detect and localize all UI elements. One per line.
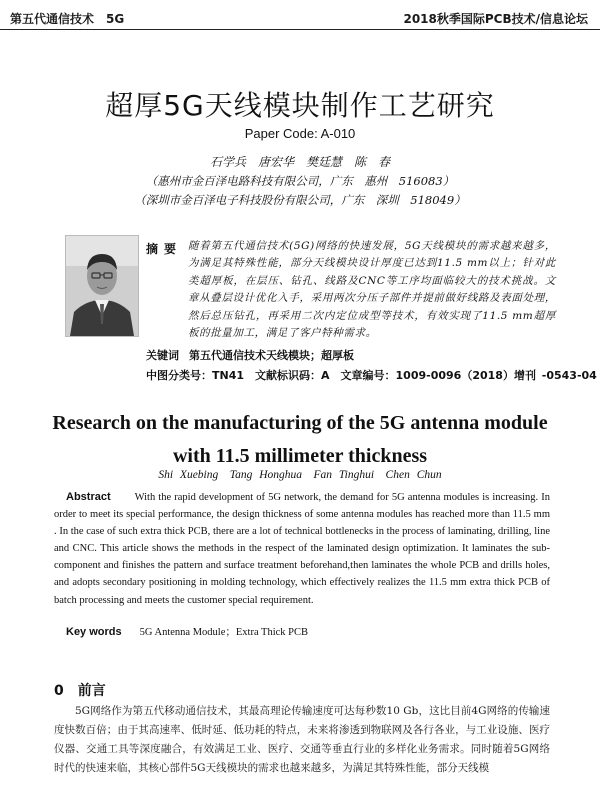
abstract-en-text: With the rapid development of 5G network, the demand for 5G antenna modules is increasing. In order to meet its special performance, the design thickness of some antenna modules has reached more than 11.5 mm . In the case of such extra thick PCB, there are a lot of technical bottlenecks in the process of laminating, drilling, line and CNC. This article shows the methods in the respect of the laminated design optimization. It laminates the sub-component and finishes the pattern and surface treatment beforehand,then laminates the whole PCB and drills holes, and adopts secondary positioning in molding technology, which effectively realizes the 11.5 mm extra thick PCB of batch processing and meets the customer special requirement.: [54, 492, 550, 606]
authors-cn: 石学兵 唐宏华 樊廷慧 陈 春: [209, 155, 390, 169]
paper-code: Paper Code: A-010: [244, 126, 356, 141]
authors-en: Shi Xuebing Tang Honghua Fan Tinghui Chen Chun: [158, 469, 442, 481]
abstract-cn-text: 随着第五代通信技术(5G)网络的快速发展，5G天线模块的需求越来越多，为满足其特殊性能，部分天线模块设计厚度已达到11.5 mm以上；针对此类超厚板，在层压、钻孔、线路及CNC等工序均面临较大的技术挑战。文章从叠层设计优化入手，采用两次分压子部件并提前做好线路及表面处理，然后总压钻孔，再采用二次内定位成型等技术，有效实现了11.5 mm超厚板的批量加工，满足了客户特种需求。: [188, 240, 556, 340]
keywords-cn-label: 关键词: [146, 349, 179, 362]
affiliation-2: （深圳市金百泽电子科技股份有限公司，广东 深圳 518049）: [134, 193, 466, 207]
section-number: 0: [54, 683, 64, 699]
keywords-cn-text: 第五代通信技术天线模块；超厚板: [189, 349, 354, 362]
author-portrait-icon: [66, 236, 138, 336]
keywords-en-label: Key words: [66, 626, 122, 638]
abstract-en: [54, 489, 550, 609]
running-header-left: 第五代通信技术 5G: [10, 12, 125, 26]
header-divider: [0, 29, 600, 30]
section-title: 前言: [77, 683, 106, 699]
paper-title-en: Research on the manufacturing of the 5G antenna module with 11.5 millimeter thickness: [52, 412, 548, 467]
affiliation-1: （惠州市金百泽电路科技有限公司，广东 惠州 516083）: [145, 174, 455, 188]
keywords-cn: [146, 347, 354, 363]
keywords-en: [66, 624, 308, 639]
running-header-right: 2018秋季国际PCB技术/信息论坛: [403, 12, 588, 26]
body-paragraph: 5G网络作为第五代移动通信技术，其最高理论传输速度可达每秒数10 Gb，这比目前4G网络的传输速度快数百倍；由于其高速率、低时延、低功耗的特点，未来将渗透到物联网及各行各业，与工业设施、医疗仪器、交通工具等深度融合，有效满足工业、医疗、交通等垂直行业的多样化业务需求。同时随着5G网络时代的快速来临，其核心部件5G天线模块的需求也越来越多，为满足其特殊性能，部分天线模: [54, 705, 550, 774]
author-photo: [65, 235, 139, 337]
classification-line: 中图分类号：TN41 文献标识码：A 文章编号：1009-0096（2018）增刊 -0543-04: [146, 369, 597, 382]
section-heading: [54, 680, 106, 700]
paper-title-cn: 超厚5G天线模块制作工艺研究: [105, 89, 495, 122]
keywords-en-text: 5G Antenna Module；Extra Thick PCB: [139, 627, 309, 638]
abstract-cn-label: 摘要: [146, 242, 183, 256]
abstract-en-label: Abstract: [66, 491, 111, 503]
